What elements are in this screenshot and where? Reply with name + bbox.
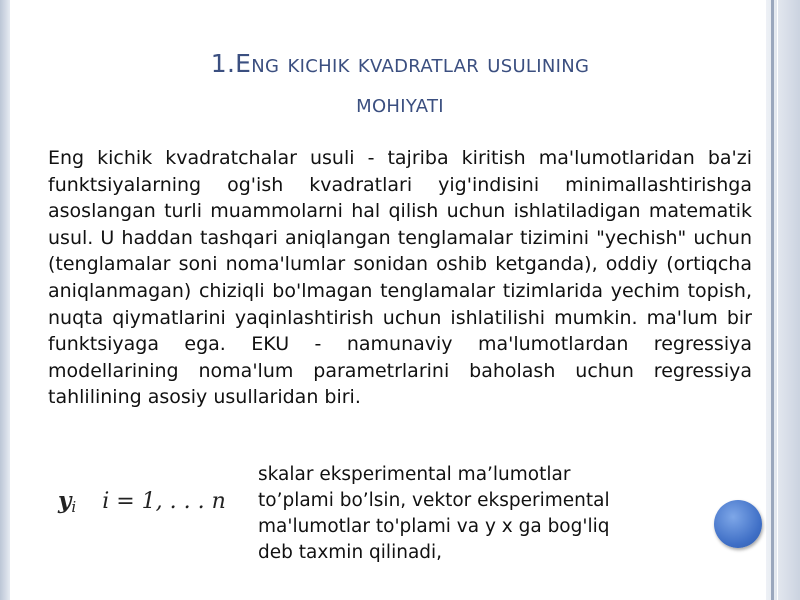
formula-subscript: i [71, 498, 77, 516]
slide-title [60, 44, 740, 124]
slide-title-line1: 1.Eng kichik kvadratlar usulining [210, 49, 590, 78]
decorative-circle-icon [714, 500, 762, 548]
slide-title-line2: mohiyati [356, 89, 444, 118]
right-border-highlight [777, 0, 778, 600]
side-text-line-2: to’plami bo’lsin, vektor eksperimental [258, 490, 610, 511]
formula-yi [58, 487, 226, 514]
body-paragraph: Eng kichik kvadratchalar usuli - tajriba kiritish ma'lumotlaridan ba'zi funktsiyalarning og'ish kvadratlari yig'indisini minimallashtirishga asoslangan turli muammolarni hal qilish uchun ishlatiladigan matematik usul. U haddan tashqari aniqlangan tenglamalar tizimini "yechish" uchun (tenglamalar soni noma'lumlar sonidan oshib ketganda), oddiy (ortiqcha aniqlanmagan) chiziqli bo'lmagan tenglamalar tizimlarida yechim topish, nuqta qiymatlarini yaqinlashtirish uchun ishlatilishi mumkin. ma'lum bir funktsiyaga ega. EKU - namunaviy ma'lumotlardan regressiya modellarining noma'lum parametrlarini baholash uchun regressiya tahlilining asosiy usullaridan biri. [48, 147, 752, 409]
left-border-decoration [0, 0, 10, 600]
side-text-line-3: ma'lumotlar to'plami va y x ga bog'liq [258, 516, 610, 537]
right-border-line [771, 0, 774, 600]
formula-y: y [58, 487, 72, 514]
side-text-line-1: skalar eksperimental ma’lumotlar [258, 464, 571, 485]
formula-range: i = 1, . . . n [102, 489, 226, 514]
side-text-line-4: deb taxmin qilinadi, [258, 542, 443, 563]
side-text-block [258, 462, 648, 566]
